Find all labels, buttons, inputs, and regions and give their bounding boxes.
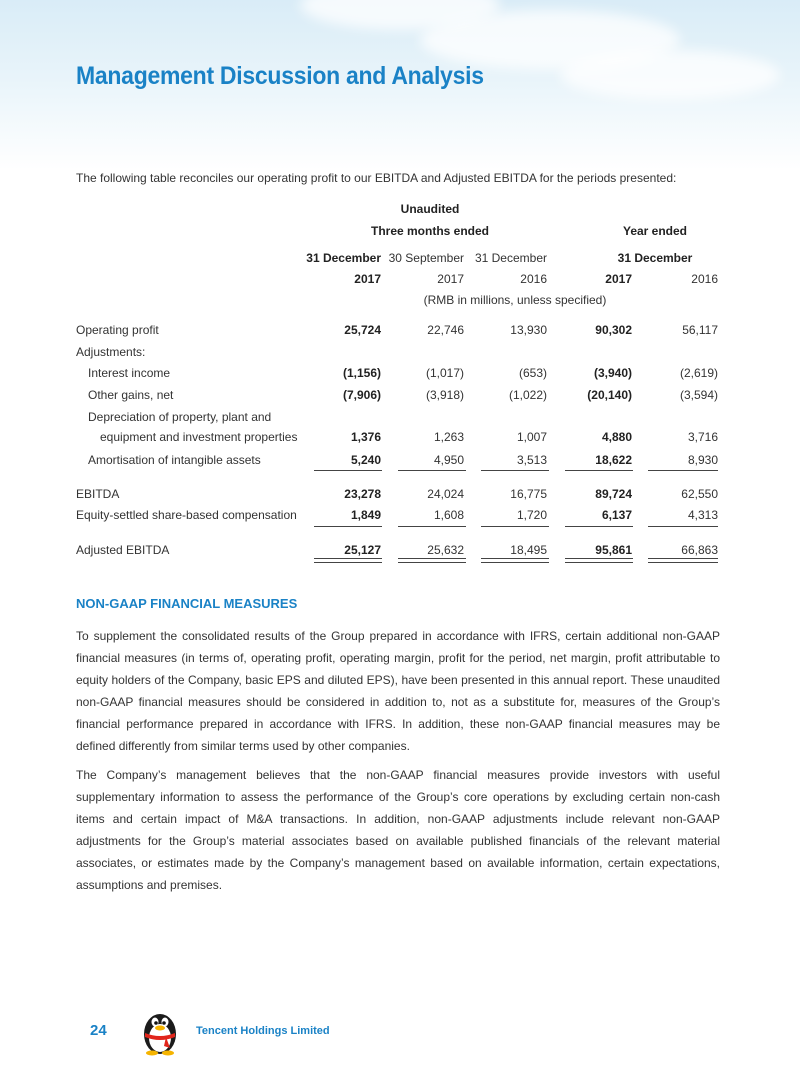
col-header-date: 31 December bbox=[617, 251, 693, 265]
table-cell: 24,024 bbox=[427, 487, 464, 501]
col-header-date: 31 December bbox=[306, 251, 381, 265]
table-cell: 1,376 bbox=[350, 430, 381, 444]
subtotal-rule bbox=[565, 526, 633, 527]
subtotal-rule bbox=[314, 470, 382, 471]
intro-text: The following table reconciles our operating profit to our EBITDA and Adjusted EBITDA for the periods presented: bbox=[76, 171, 677, 185]
unit-note: (RMB in millions, unless specified) bbox=[423, 293, 607, 307]
table-cell: 4,880 bbox=[601, 430, 632, 444]
total-double-rule bbox=[314, 558, 382, 563]
table-cell: 4,313 bbox=[687, 508, 718, 522]
penguin-mascot-icon bbox=[136, 1004, 184, 1056]
group-header-year-ended: Year ended bbox=[622, 224, 688, 238]
table-cell: 1,608 bbox=[433, 508, 464, 522]
col-header-date: 31 December bbox=[474, 251, 547, 265]
table-cell: 90,302 bbox=[595, 323, 632, 337]
table-cell: 25,127 bbox=[344, 543, 381, 557]
table-cell: 25,632 bbox=[427, 543, 464, 557]
paragraph: The Company’s management believes that the non-GAAP financial measures provide investors with useful supplementary information to assess the performance of the Group’s core operations by excluding certain non-cash items and certain impact of M&A transactions. In addition, non-GAAP adjustments include relevant non-GAAP adjustments for the Group’s material associates based on available published financials of the relevant material associates, or estimates made by the Company’s management based on available information, certain expectations, assumptions and premises. bbox=[76, 768, 720, 892]
total-double-rule bbox=[565, 558, 633, 563]
subtotal-rule bbox=[398, 526, 466, 527]
section-heading: NON-GAAP FINANCIAL MEASURES bbox=[76, 596, 298, 611]
page-number: 24 bbox=[90, 1022, 107, 1039]
table-cell: 3,513 bbox=[516, 453, 547, 467]
table-cell: 62,550 bbox=[681, 487, 718, 501]
row-label: Interest income bbox=[88, 366, 171, 380]
row-label: Adjustments: bbox=[76, 345, 146, 359]
table-cell: (3,940) bbox=[593, 366, 632, 380]
col-header-year: 2017 bbox=[605, 272, 632, 286]
table-cell: 6,137 bbox=[601, 508, 632, 522]
table-cell: 1,007 bbox=[516, 430, 547, 444]
group-header-three-months: Three months ended bbox=[370, 224, 489, 238]
col-header-year: 2016 bbox=[520, 272, 547, 286]
col-header-date: 30 September bbox=[388, 251, 464, 265]
table-cell: (1,156) bbox=[342, 366, 381, 380]
row-label: Amortisation of intangible assets bbox=[88, 453, 261, 467]
table-cell: 95,861 bbox=[595, 543, 632, 557]
col-header-year: 2016 bbox=[691, 272, 718, 286]
row-label: EBITDA bbox=[76, 487, 120, 501]
group-header-unaudited: Unaudited bbox=[400, 202, 460, 216]
table-cell: 23,278 bbox=[344, 487, 381, 501]
row-label: Other gains, net bbox=[88, 388, 174, 402]
table-cell: (3,918) bbox=[425, 388, 464, 402]
table-cell: 4,950 bbox=[433, 453, 464, 467]
paragraph: To supplement the consolidated results of the Group prepared in accordance with IFRS, certain additional non-GAAP financial measures (in terms of, operating profit, operating margin, profit for the period, net margin, profit attributable to equity holders of the Company, basic EPS and diluted EPS), have been presented in this annual report. These unaudited non-GAAP financial measures should be considered in addition to, not as a substitute for, measures of the Group’s financial performance prepared in accordance with IFRS. In addition, these non-GAAP financial measures may be defined differently from similar terms used by other companies. bbox=[76, 629, 720, 753]
page-title: Management Discussion and Analysis bbox=[76, 62, 484, 90]
table-cell: 18,622 bbox=[595, 453, 632, 467]
subtotal-rule bbox=[398, 470, 466, 471]
table-cell: 18,495 bbox=[510, 543, 547, 557]
table-cell: (20,140) bbox=[587, 388, 632, 402]
row-label: Equity-settled share-based compensation bbox=[76, 508, 297, 522]
table-cell: 5,240 bbox=[350, 453, 381, 467]
table-cell: 22,746 bbox=[427, 323, 464, 337]
row-label: Depreciation of property, plant and bbox=[88, 410, 272, 424]
table-cell: 25,724 bbox=[344, 323, 381, 337]
table-cell: (3,594) bbox=[679, 388, 718, 402]
table-cell: 89,724 bbox=[595, 487, 632, 501]
total-double-rule bbox=[481, 558, 549, 563]
subtotal-rule bbox=[481, 470, 549, 471]
row-label: equipment and investment properties bbox=[100, 430, 298, 444]
total-double-rule bbox=[398, 558, 466, 563]
total-double-rule bbox=[648, 558, 718, 563]
table-cell: 13,930 bbox=[510, 323, 547, 337]
table-cell: 56,117 bbox=[682, 323, 718, 337]
table-cell: 16,775 bbox=[510, 487, 547, 501]
col-header-year: 2017 bbox=[354, 272, 381, 286]
subtotal-rule bbox=[648, 470, 718, 471]
company-name: Tencent Holdings Limited bbox=[196, 1025, 330, 1037]
subtotal-rule bbox=[648, 526, 718, 527]
row-label: Operating profit bbox=[76, 323, 159, 337]
table-cell: 8,930 bbox=[687, 453, 718, 467]
table-cell: (2,619) bbox=[679, 366, 718, 380]
table-cell: (1,022) bbox=[508, 388, 547, 402]
table-cell: 1,720 bbox=[516, 508, 547, 522]
table-cell: (7,906) bbox=[342, 388, 381, 402]
subtotal-rule bbox=[565, 470, 633, 471]
col-header-year: 2017 bbox=[437, 272, 464, 286]
table-cell: 66,863 bbox=[681, 543, 718, 557]
table-cell: 3,716 bbox=[687, 430, 718, 444]
table-cell: (1,017) bbox=[425, 366, 464, 380]
table-cell: 1,263 bbox=[433, 430, 464, 444]
subtotal-rule bbox=[314, 526, 382, 527]
row-label: Adjusted EBITDA bbox=[76, 543, 170, 557]
table-cell: (653) bbox=[518, 366, 547, 380]
table-cell: 1,849 bbox=[350, 508, 381, 522]
subtotal-rule bbox=[481, 526, 549, 527]
